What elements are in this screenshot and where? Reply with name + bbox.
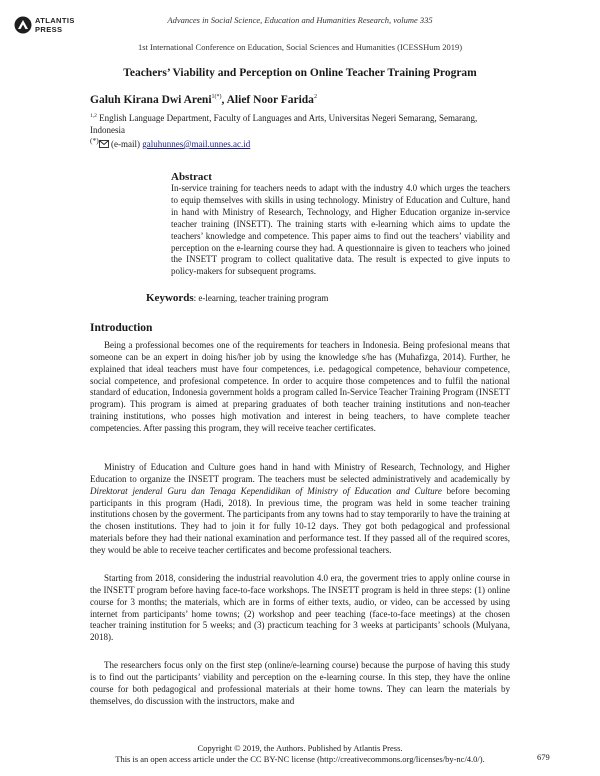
keywords-label: Keywords [146, 292, 194, 304]
email-sup: (*) [90, 136, 99, 145]
envelope-icon [99, 140, 109, 148]
intro-paragraph-1 [90, 340, 510, 435]
abstract-text: In-service training for teachers needs to adapt with the industry 4.0 which urges the teachers to equip themselves with skills in using technology. Ministry of Education and Culture, hand in hand with Ministry of Research, Technology, and Higher Education organize in-service teacher training (INSETT). The training starts with e-learning which aims to update the teachers’ knowledge and competence. This paper aims to find out the teachers’ viability and perception on the e-learning course they had. A questionnaire is given to teachers who joined the INSETT program to collect qualitative data. The result is expected to give inputs to policy-makers for subsequent programs. [171, 183, 510, 277]
intro-paragraph-3-text: Starting from 2018, considering the industrial reavolution 4.0 era, the goverment tries to apply online course in the INSETT program before having face-to-face workshops. The INSETT program is held in three steps: (1) online course for 3 months; the materials, which are in forms of either texts, audio, or video, can be accessed by using internet from participants’ home towns; (2) workshop and peer teaching (face-to-face meetings) at the chosen teacher training institution for 5 weeks; and (3) practicum teaching for 3 weeks at participants’ schools (Mulyana, 2018). [90, 573, 510, 643]
keywords [146, 292, 328, 304]
corresponding-email [90, 136, 250, 149]
intro-paragraph-2-text-a: Ministry of Education and Culture goes hand in hand with Ministry of Research, Technology, and Higher Education to organize the INSETT program. The teachers must be selected administratively and academically by [90, 462, 510, 484]
abstract-heading: Abstract [171, 171, 212, 183]
keywords-text: : e-learning, teacher training program [193, 293, 329, 303]
author-2: , Alief Noor Farida [221, 94, 314, 106]
logo-line2: PRESS [35, 25, 63, 34]
affiliation [90, 110, 510, 137]
affiliation-sup: 1,2 [90, 113, 97, 119]
intro-paragraph-1-text: Being a professional becomes one of the requirements for teachers in Indonesia. Being profesional means that someone can be an expert in doing his/her job by using the knowledge s/he has (Muhafizga, 2014). Further, he explained that ideal teachers must have four competences, i.e. pedagogical competence, behaviour competence, social competence, and profesional competence. In order to acquire those competences and to fulfil the national standard of education, Indonesia government holds a program called In-Service Teacher Training Program (INSETT program). This program is aimed at preparing graduates of both teacher training institutions and non-teacher training institutions, who posses high motivation and interest in being teachers, to have complete teacher competencies. After passing this program, they will receive teacher certificates. [90, 340, 510, 433]
author-2-sup: 2 [313, 94, 317, 101]
atlantis-press-logo-icon [14, 16, 32, 34]
page-number: 679 [537, 752, 550, 762]
intro-paragraph-4 [90, 660, 510, 707]
email-link[interactable]: galuhunnes@mail.unnes.ac.id [142, 139, 251, 149]
publisher-logo-text [35, 16, 75, 34]
author-1-sup: 1(*) [211, 94, 222, 101]
footer-copyright: Copyright © 2019, the Authors. Published by Atlantis Press. [197, 743, 403, 753]
email-label: (e-mail) [108, 139, 143, 149]
footer-license: This is an open access article under the CC BY-NC license (http://creativecommons.org/licenses/by-nc/4.0/). [115, 754, 485, 764]
intro-paragraph-2-italic: Direktorat jenderal Guru dan Tenaga Kependidikan of Ministry of Education and Culture [90, 485, 442, 496]
page-footer [60, 743, 540, 765]
intro-paragraph-2-text-b: before becoming participants in this program (Hadi, 2018). In previous time, the program was held in some teacher training institutions chosen by the goverment. The participants from any towns had to stay temporarily to have the training at the chosen institutions. They had to join it for fully 10-12 days. They got both pedagogical and professional materials before they had their national examination and performance test. If they passed all of the required scores, they would be able to receive teacher certificates and become professional teachers. [90, 485, 510, 555]
intro-paragraph-4-text: The researchers focus only on the first step (online/e-learning course) because the purpose of having this study is to find out the participants’ viability and perception on the e-learning course. In this step, they have the online course for both pedagogical and professional materials at their home towns. They can learn the materials by themselves, do discussion with the instructors, make and [90, 660, 510, 706]
running-head-conference: 1st International Conference on Education, Social Sciences and Humanities (ICESSHum 2019) [137, 42, 463, 52]
intro-paragraph-3 [90, 573, 510, 644]
affiliation-text: English Language Department, Faculty of Languages and Arts, Universitas Negeri Semarang, Semarang, Indonesia [90, 113, 478, 136]
running-head-series: Advances in Social Science, Education and Humanities Research, volume 335 [167, 15, 433, 25]
author-1: Galuh Kirana Dwi Areni [90, 94, 212, 106]
author-list [90, 94, 317, 106]
publisher-logo [14, 13, 74, 39]
intro-paragraph-2 [90, 462, 510, 557]
section-heading-introduction: Introduction [90, 322, 153, 334]
paper-title: Teachers’ Viability and Perception on Online Teacher Training Program [123, 67, 477, 79]
logo-line1: ATLANTIS [35, 16, 75, 25]
